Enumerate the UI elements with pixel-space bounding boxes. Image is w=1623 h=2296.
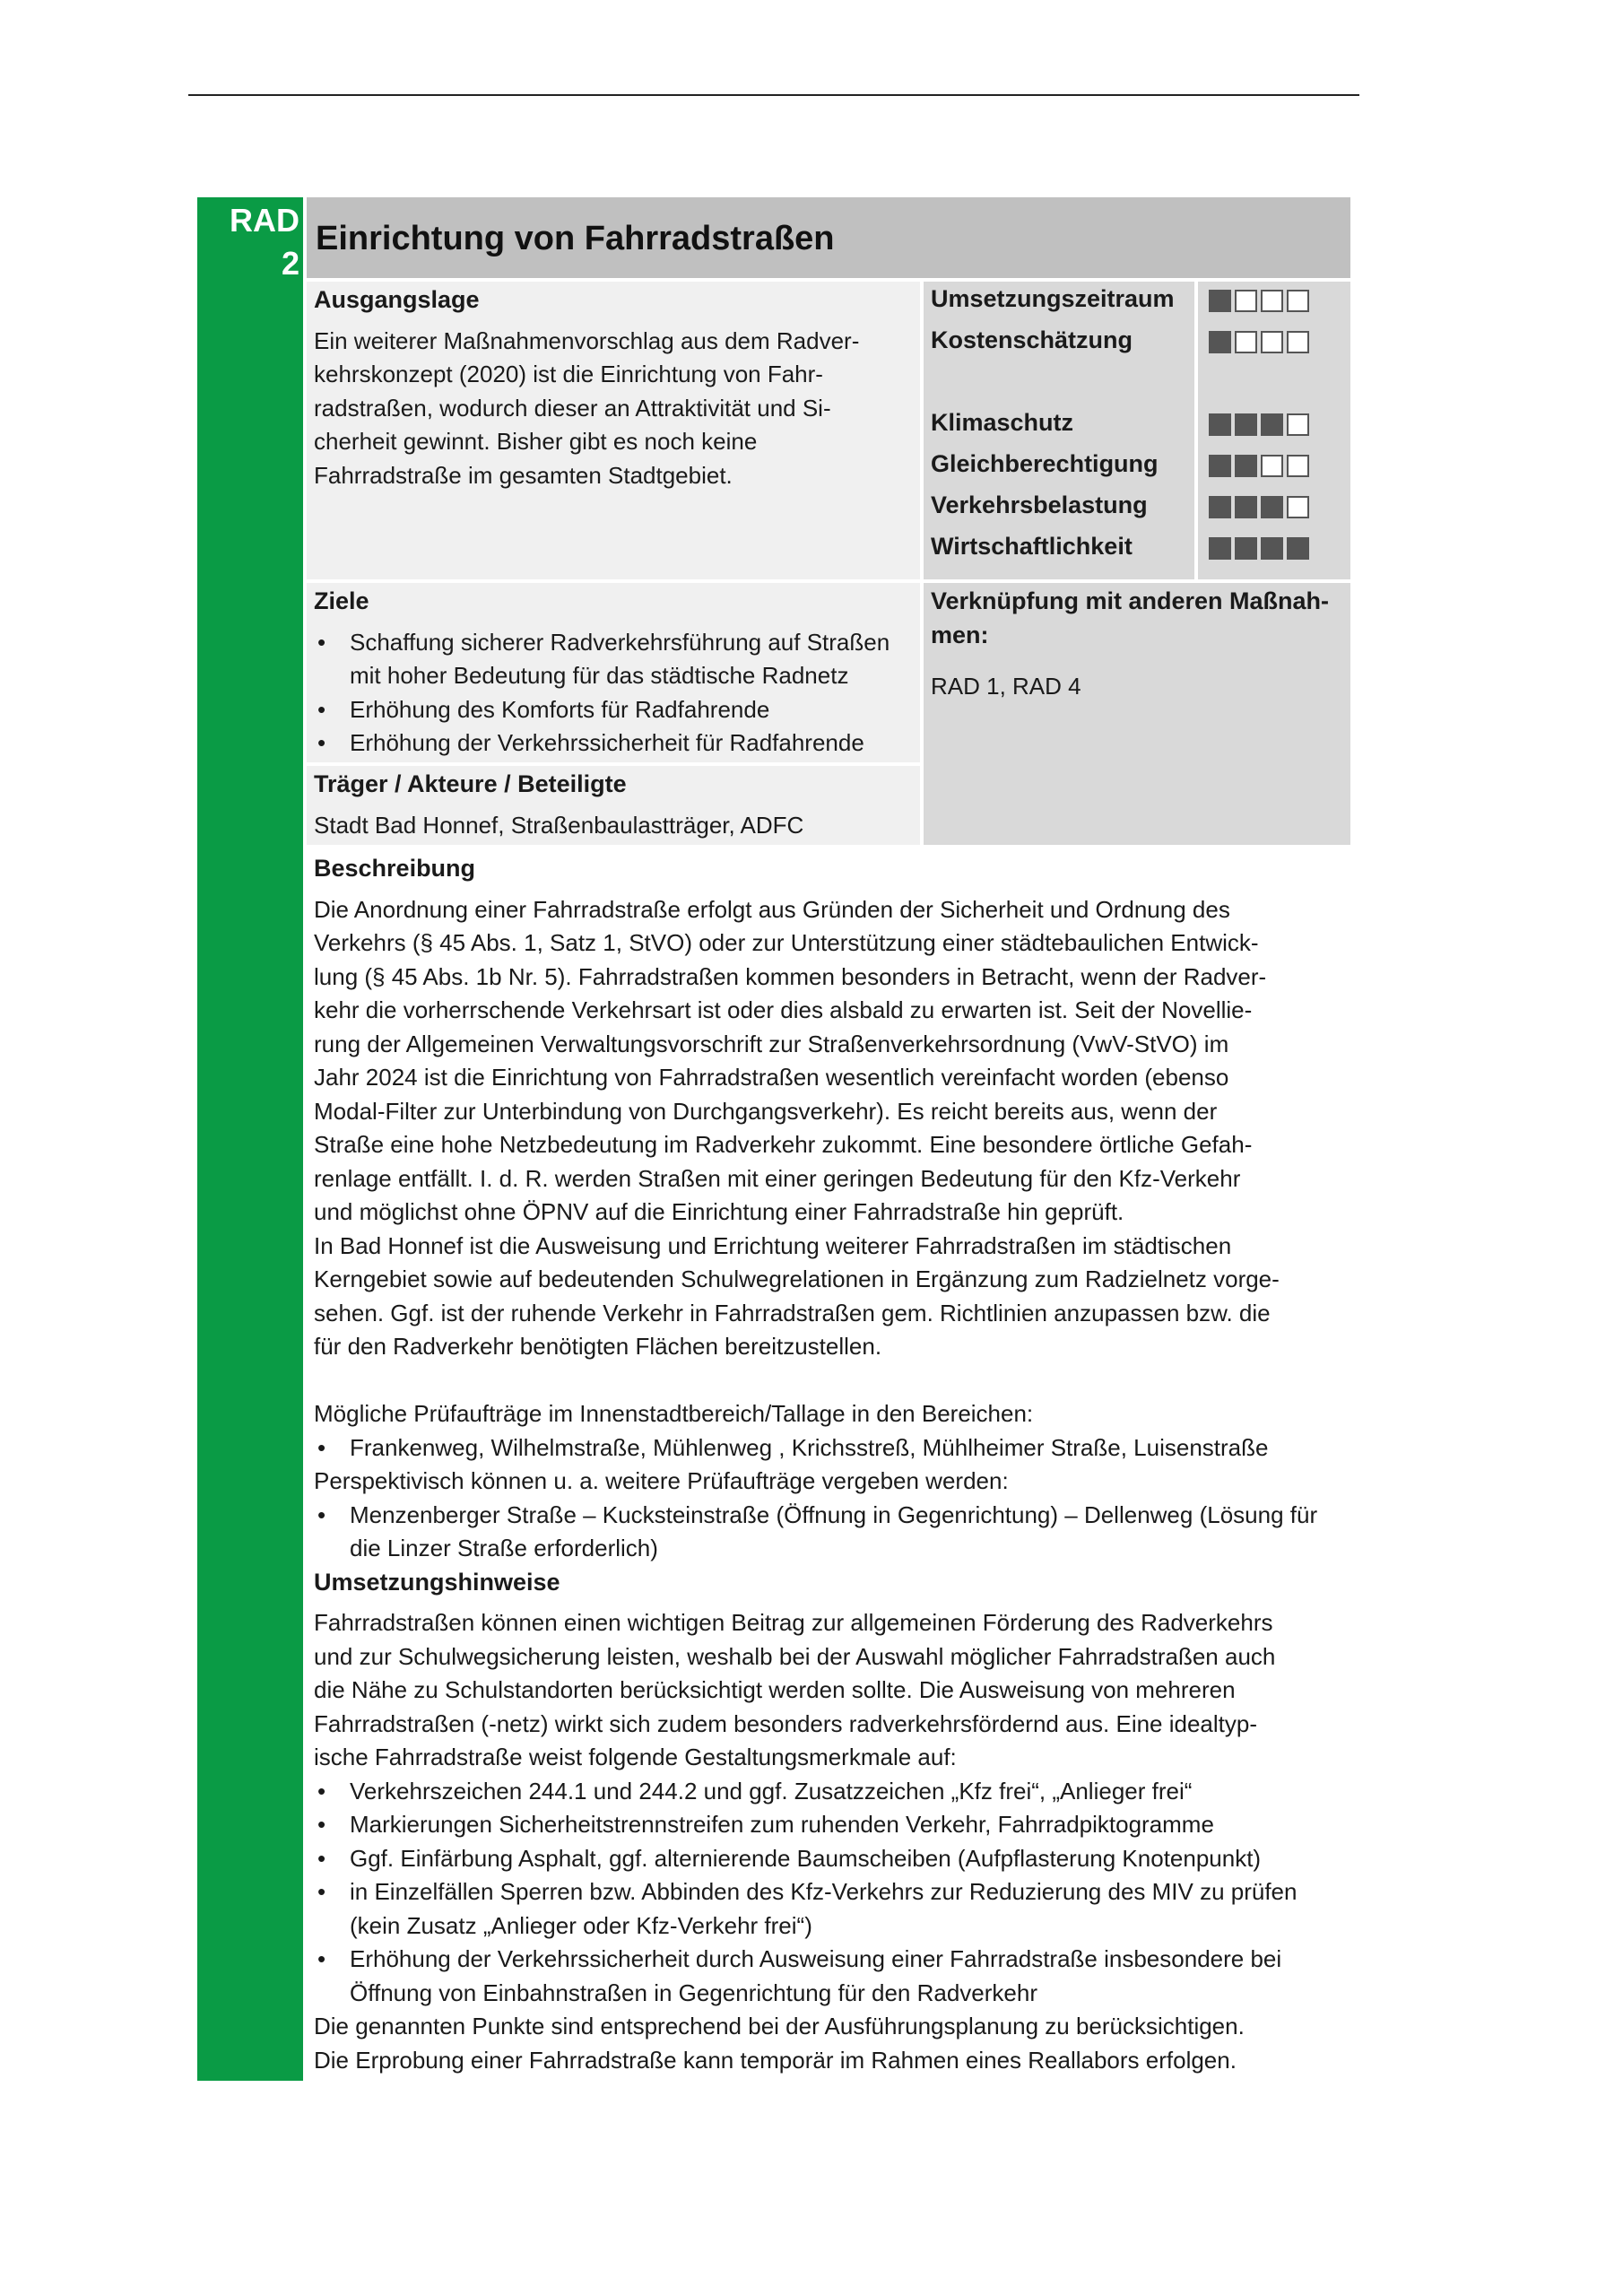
ausgangslage-line: Ein weiterer Maßnahmenvorschlag aus dem Radver- (314, 326, 860, 354)
beschreibung-line: Modal-Filter zur Unterbindung von Durchgangsverkehr). Es reicht bereits aus, wenn der (314, 1097, 1218, 1125)
beschreibung-text (314, 893, 1363, 1364)
umsetzung-text (314, 1606, 1363, 1775)
rating-square-filled (1209, 413, 1231, 436)
category-bar (197, 197, 303, 2081)
beschreibung-line: kehr die vorherrschende Verkehrsart ist oder dies alsbald zu erwarten ist. Seit der Novellie- (314, 996, 1253, 1023)
list-item: • Erhöhung der Verkehrssicherheit für Radfahrende (314, 726, 916, 761)
page-title: Einrichtung von Fahrradstraßen (316, 220, 835, 257)
rating-squares (1209, 331, 1309, 353)
beschreibung-line: Kerngebiet sowie auf bedeutenden Schulwegrelationen in Ergänzung zum Radzielnetz vorge- (314, 1265, 1280, 1292)
beschreibung-line: Die Anordnung einer Fahrradstraße erfolgt aus Gründen der Sicherheit und Ordnung des (314, 895, 1230, 923)
ausgangslage-line: radstraßen, wodurch dieser an Attraktivität und Si- (314, 394, 831, 422)
rating-square-filled (1261, 496, 1283, 518)
rating-square-empty (1287, 496, 1309, 518)
rating-square-filled (1209, 537, 1231, 560)
rating-square-filled (1261, 537, 1283, 560)
ziele-list (314, 626, 916, 761)
rating-label: Umsetzungszeitraum (931, 285, 1175, 312)
rating-square-filled (1209, 455, 1231, 477)
measure-code (197, 199, 299, 285)
umsetzung-line: und zur Schulwegsicherung leisten, weshalb bei der Auswahl möglicher Fahrradstraßen auch (314, 1642, 1276, 1670)
beschreibung-line: lung (§ 45 Abs. 1b Nr. 5). Fahrradstraßen kommen besonders in Betracht, wenn der Radver- (314, 962, 1267, 990)
persp-intro: Perspektivisch können u. a. weitere Prüfaufträge vergeben werden: (314, 1467, 1009, 1494)
rating-squares (1209, 496, 1309, 518)
list-item: • Schaffung sicherer Radverkehrsführung auf Straßen mit hoher Bedeutung für das städtische Radnetz (314, 626, 916, 693)
list-item: • Frankenweg, Wilhelmstraße, Mühlenweg , Krichsstreß, Mühlheimer Straße, Luisenstraße (314, 1431, 1363, 1465)
ausgangslage-line: cherheit gewinnt. Bisher gibt es noch keine (314, 428, 758, 455)
beschreibung-line: und möglichst ohne ÖPNV auf die Einrichtung einer Fahrradstraße hin geprüft. (314, 1198, 1124, 1225)
rating-label: Verkehrsbelastung (931, 491, 1148, 518)
rating-square-empty (1287, 331, 1309, 353)
rating-square-filled (1209, 290, 1231, 312)
list-item: • Verkehrszeichen 244.1 und 244.2 und ggf. Zusatzzeichen „Kfz frei“, „Anlieger frei“ (314, 1775, 1345, 1809)
list-item: • Ggf. Einfärbung Asphalt, ggf. alternierende Baumscheiben (Aufpflasterung Knotenpunkt) (314, 1842, 1345, 1876)
rating-label: Gleichberechtigung (931, 450, 1159, 477)
header-rule (188, 94, 1359, 96)
rating-square-empty (1235, 290, 1257, 312)
measure-code-text: RAD 2 (230, 202, 299, 282)
rating-square-empty (1261, 455, 1283, 477)
ausgangslage-heading: Ausgangslage (314, 286, 480, 313)
rating-square-filled (1235, 537, 1257, 560)
traeger-section (314, 768, 916, 842)
rating-square-filled (1235, 413, 1257, 436)
list-item: • in Einzelfällen Sperren bzw. Abbinden des Kfz-Verkehrs zur Reduzierung des MIV zu prüfen (kein Zusatz „Anlieger oder Kfz-Verkehr frei“) (314, 1875, 1345, 1943)
umsetzung-list (314, 1775, 1363, 2011)
pruef-list (314, 1431, 1363, 1465)
beschreibung-line: sehen. Ggf. ist der ruhende Verkehr in Fahrradstraßen gem. Richtlinien anzupassen bzw. die (314, 1299, 1271, 1326)
rating-label: Kostenschätzung (931, 326, 1133, 353)
beschreibung-heading: Beschreibung (314, 855, 476, 882)
beschreibung-line: Verkehrs (§ 45 Abs. 1, Satz 1, StVO) oder zur Unterstützung einer städtebaulichen Entwick- (314, 929, 1259, 956)
rating-squares (1209, 537, 1309, 560)
umsetzung-line: Fahrradstraßen (-netz) wirkt sich zudem besonders radverkehrsfördernd aus. Eine idealtyp- (314, 1709, 1258, 1737)
umsetzung-closing: Die genannten Punkte sind entsprechend bei der Ausführungsplanung zu berücksichtigen. (314, 2013, 1245, 2039)
beschreibung-line: für den Radverkehr benötigten Flächen bereitzustellen. (314, 1333, 882, 1360)
verknuepfung-value: RAD 1, RAD 4 (931, 673, 1081, 700)
umsetzung-line: Fahrradstraßen können einen wichtigen Beitrag zur allgemeinen Förderung des Radverkehrs (314, 1609, 1273, 1636)
rating-square-filled (1209, 496, 1231, 518)
umsetzung-line: ische Fahrradstraße weist folgende Gestaltungsmerkmale auf: (314, 1744, 957, 1770)
ausgangslage-line: kehrskonzept (2020) ist die Einrichtung von Fahr- (314, 361, 823, 387)
beschreibung-line: Straße eine hohe Netzbedeutung im Radverkehr zukommt. Eine besondere örtliche Gefah- (314, 1131, 1253, 1158)
title-box (307, 197, 1350, 278)
umsetzung-line: die Nähe zu Schulstandorten berücksichtigt werden sollte. Die Ausweisung von mehreren (314, 1676, 1236, 1703)
rating-square-filled (1235, 496, 1257, 518)
rating-square-filled (1287, 537, 1309, 560)
umsetzung-heading: Umsetzungshinweise (314, 1568, 560, 1596)
ausgangslage-section (314, 283, 916, 492)
rating-square-filled (1235, 455, 1257, 477)
rating-squares (1209, 290, 1309, 312)
rating-square-empty (1261, 290, 1283, 312)
rating-squares (1209, 455, 1309, 477)
beschreibung-line: Jahr 2024 ist die Einrichtung von Fahrradstraßen wesentlich vereinfacht worden (ebenso (314, 1064, 1229, 1091)
beschreibung-line: rung der Allgemeinen Verwaltungsvorschrift zur Straßenverkehrsordnung (VwV-StVO) im (314, 1030, 1229, 1057)
beschreibung-line: renlage entfällt. I. d. R. werden Straßen mit einer geringen Bedeutung für den Kfz-Verkehr (314, 1164, 1241, 1192)
verknuepfung-heading: Verknüpfung mit anderen Maßnah-men: (931, 587, 1330, 648)
list-item: • Menzenberger Straße – Kucksteinstraße (Öffnung in Gegenrichtung) – Dellenweg (Lösung für die Linzer Straße erforderlich) (314, 1499, 1363, 1566)
rating-squares (1209, 413, 1309, 436)
rating-square-filled (1261, 413, 1283, 436)
list-item: • Markierungen Sicherheitstrennstreifen zum ruhenden Verkehr, Fahrradpiktogramme (314, 1808, 1345, 1842)
rating-label: Wirtschaftlichkeit (931, 533, 1133, 560)
ziele-section (314, 585, 916, 761)
list-item: • Erhöhung des Komforts für Radfahrende (314, 693, 916, 727)
traeger-value: Stadt Bad Honnef, Straßenbaulastträger, ADFC (314, 811, 804, 839)
rating-label: Klimaschutz (931, 409, 1074, 436)
rating-square-empty (1287, 290, 1309, 312)
verknuepfung-section (931, 585, 1334, 704)
ziele-heading: Ziele (314, 587, 369, 614)
beschreibung-section (314, 852, 1363, 2077)
rating-square-empty (1287, 413, 1309, 436)
rating-square-empty (1235, 331, 1257, 353)
list-item: • Erhöhung der Verkehrssicherheit durch Ausweisung einer Fahrradstraße insbesondere bei Öffnung von Einbahnstraßen in Gegenrichtung für den Radverkehr (314, 1943, 1345, 2010)
rating-square-empty (1287, 455, 1309, 477)
rating-square-empty (1261, 331, 1283, 353)
umsetzung-closing: Die Erprobung einer Fahrradstraße kann temporär im Rahmen eines Reallabors erfolgen. (314, 2046, 1237, 2074)
persp-list (314, 1499, 1363, 1566)
ausgangslage-line: Fahrradstraße im gesamten Stadtgebiet. (314, 461, 733, 489)
pruef-intro: Mögliche Prüfaufträge im Innenstadtbereich/Tallage in den Bereichen: (314, 1400, 1034, 1427)
rating-square-filled (1209, 331, 1231, 353)
beschreibung-line: In Bad Honnef ist die Ausweisung und Errichtung weiterer Fahrradstraßen im städtischen (314, 1231, 1232, 1259)
traeger-heading: Träger / Akteure / Beteiligte (314, 770, 627, 797)
